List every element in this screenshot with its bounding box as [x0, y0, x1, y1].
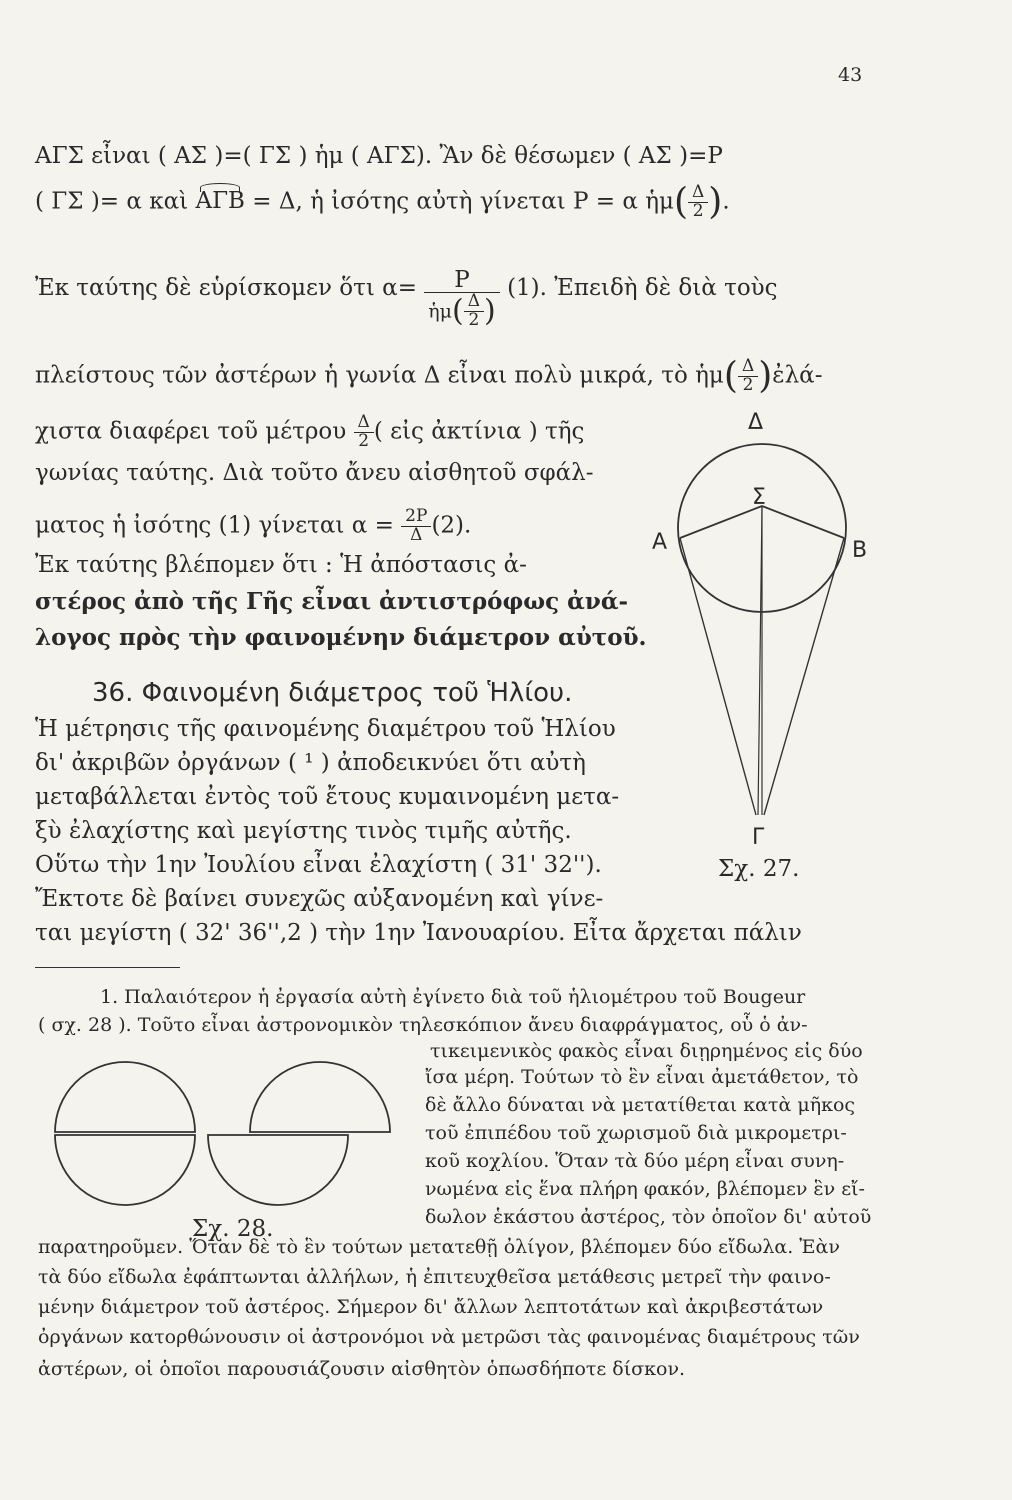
- paren-open: (: [673, 181, 688, 223]
- footnote-line-1: 1. Παλαιότερον ἡ ἐργασία αὐτὴ ἐγίνετο διὰ τοῦ ἡλιομέτρου τοῦ Bougeur: [100, 986, 806, 1008]
- line-16-text: Οὕτω τὴν 1ην Ἰουλίου εἶναι ἐλαχίστη ( 31' 32'').: [35, 852, 602, 878]
- fig28-right-lower-half: [208, 1135, 348, 1205]
- frac-den: Δ: [410, 524, 423, 545]
- text-line-7: [35, 508, 652, 545]
- line-7-text-a: ματος ἡ ἰσότης (1) γίνεται α =: [35, 512, 394, 539]
- text-line-16: [35, 854, 652, 877]
- frac-num: Δ: [464, 293, 484, 312]
- footnote-line-2: ( σχ. 28 ). Τοῦτο εἶναι ἀστρονομικὸν τηλεσκόπιον ἄνευ διαφράγματος, οὗ ὁ ἀν-: [38, 1014, 808, 1036]
- line-12-text: Ἡ μέτρησις τῆς φαινομένης διαμέτρου τοῦ Ἡλίου: [35, 716, 616, 742]
- fraction-delta-over-2-d: [354, 414, 374, 451]
- text-line-9: [35, 590, 652, 613]
- frac-num: Δ: [354, 414, 374, 433]
- line-3-text-b: (1). Ἐπειδὴ δὲ διὰ τοὺς: [507, 274, 778, 301]
- frac-den-hm: [424, 293, 499, 330]
- line-2-text-a: ( ΓΣ )= α καὶ: [35, 188, 189, 215]
- fig27-label-a: Α: [652, 530, 668, 555]
- line-1-text: ΑΓΣ εἶναι ( ΑΣ )=( ΓΣ ) ἡμ ( ΑΓΣ). Ἂν δὲ θέσωμεν ( ΑΣ )=Ρ: [35, 143, 723, 169]
- text-line-18: [35, 922, 884, 945]
- frac-den: 2: [468, 309, 480, 330]
- fig27-tangent-b: [764, 538, 844, 815]
- line-15-text: ξὺ ἐλαχίστης καὶ μεγίστης τινὸς τιμῆς αὐτῆς.: [35, 818, 572, 844]
- text-line-10: [35, 626, 652, 649]
- footnote-line-13: ὀργάνων κατορθώνουσιν οἱ ἀστρονόμοι νὰ μετρῶσι τὰς φαινομένας διαμέτρους τῶν: [38, 1326, 860, 1348]
- fraction-delta-over-2: [688, 184, 708, 221]
- fraction-delta-over-2-c: [738, 358, 758, 395]
- fig27-label-gamma: Γ: [752, 825, 765, 850]
- fig27-radius-sa: [680, 506, 762, 538]
- text-line-6: [35, 462, 652, 485]
- fig28-caption: Σχ. 28.: [192, 1216, 274, 1242]
- fig27-caption: Σχ. 27.: [718, 856, 800, 882]
- footnote-line-4: ἴσα μέρη. Τούτων τὸ ἓν εἶναι ἀμετάθετον, τὸ: [425, 1066, 859, 1088]
- paren-close: ): [708, 181, 723, 223]
- line-10-text: λογος πρὸς τὴν φαινομένην διάμετρον αὐτοῦ.: [35, 624, 647, 651]
- frac-den: 2: [358, 430, 370, 451]
- footnote-line-3: τικειμενικὸς φακὸς εἶναι διῃρημένος εἰς δύο: [430, 1040, 863, 1062]
- fig28-left-upper-half: [55, 1062, 195, 1132]
- frac-num: 2Ρ: [401, 508, 431, 527]
- line-2-text-b: = Δ, ἡ ἰσότης αὐτὴ γίνεται Ρ = α ἡμ: [252, 188, 674, 215]
- line-13-text: δι' ἀκριβῶν ὀργάνων ( ¹ ) ἀποδεικνύει ὅτι αὐτὴ: [35, 750, 586, 776]
- fraction-2p-over-delta: [401, 508, 431, 545]
- frac-den: 2: [692, 200, 704, 221]
- fig28-right-upper-half: [250, 1062, 390, 1132]
- footnote-line-11: τὰ δύο εἴδωλα ἐφάπτωνται ἀλλήλων, ἡ ἐπιτευχθεῖσα μετάθεσις μετρεῖ τὴν φαινο-: [38, 1266, 831, 1288]
- footnote-line-8: νωμένα εἰς ἕνα πλήρη φακόν, βλέπομεν ἓν εἴ-: [425, 1178, 865, 1200]
- angle-agb: ΑΓΒ: [195, 188, 245, 215]
- paren-close: ): [484, 293, 496, 329]
- text-line-8: [35, 554, 652, 577]
- text-line-17: [35, 888, 652, 911]
- line-4-text-a: πλείστους τῶν ἀστέρων ἡ γωνία Δ εἶναι πολὺ μικρά, τὸ ἡμ: [35, 362, 724, 389]
- line-17-text: Ἔκτοτε δὲ βαίνει συνεχῶς αὐξανομένη καὶ γίνε-: [35, 886, 604, 912]
- text-line-12: [35, 718, 652, 741]
- footnote-line-7: κοῦ κοχλίου. Ὅταν τὰ δύο μέρη εἶναι συνη-: [425, 1150, 845, 1172]
- footnote-line-9: δωλον ἑκάστου ἀστέρος, τὸν ὁποῖον δι' αὐτοῦ: [425, 1206, 872, 1228]
- line-4-text-b: ἐλά-: [772, 362, 823, 389]
- paren-close: ): [758, 355, 773, 397]
- paren-open: (: [723, 355, 738, 397]
- text-line-5: [35, 414, 652, 451]
- fraction-delta-over-2-b: [464, 293, 484, 330]
- frac-num-p: Ρ: [424, 268, 499, 293]
- line-6-text: γωνίας ταύτης. Διὰ τοῦτο ἄνευ αἰσθητοῦ σφάλ-: [35, 460, 594, 486]
- line-9-text: στέρος ἀπὸ τῆς Γῆς εἶναι ἀντιστρόφως ἀνά-: [35, 588, 629, 615]
- fraction-p-over-hm: [424, 268, 499, 330]
- text-line-13: [35, 752, 652, 775]
- fig27-label-delta: Δ: [748, 410, 764, 435]
- frac-num: Δ: [688, 184, 708, 203]
- footnote-line-14: ἀστέρων, οἱ ὁποῖοι παρουσιάζουσιν αἰσθητὸν ὁπωσδήποτε δίσκον.: [38, 1358, 686, 1380]
- line-14-text: μεταβάλλεται ἐντὸς τοῦ ἔτους κυμαινομένη μετα-: [35, 784, 620, 810]
- text-line-14: [35, 786, 652, 809]
- line-8-text: Ἐκ ταύτης βλέπομεν ὅτι : Ἡ ἀπόστασις ἀ-: [35, 552, 527, 578]
- text-line-1: [35, 145, 884, 168]
- frac-den: 2: [742, 374, 754, 395]
- figure-27: [660, 420, 860, 840]
- footnote-line-12: μένην διάμετρον τοῦ ἀστέρος. Σήμερον δι' ἄλλων λεπτοτάτων καὶ ἀκριβεστάτων: [38, 1296, 824, 1318]
- figure-28: [30, 1050, 410, 1210]
- fig27-label-b: Β: [852, 538, 868, 563]
- line-7-text-b: (2).: [431, 512, 472, 539]
- line-5-text-b: ( εἰς ἀκτίνια ) τῆς: [373, 418, 585, 445]
- fig27-label-sigma: Σ: [752, 485, 766, 510]
- paren-open: (: [452, 293, 464, 329]
- text-line-4: [35, 355, 884, 397]
- page-number: 43: [838, 64, 863, 86]
- heading-text: 36. Φαινομένη διάμετρος τοῦ Ἡλίου.: [92, 678, 573, 708]
- fig28-left-lower-half: [55, 1135, 195, 1205]
- footnote-line-5: δὲ ἄλλο δύναται νὰ μετατίθεται κατὰ μῆκος: [425, 1094, 856, 1116]
- frac-num: Δ: [738, 358, 758, 377]
- footnote-divider: [35, 967, 180, 968]
- text-line-2: ( ΓΣ )= α καὶ ΑΓΒ = Δ, ἡ ἰσότης αὐτὴ γίνεται Ρ = α ἡμ( $\frac{\Delta}{2}$ ).: [35, 181, 730, 223]
- fig27-tangent-a: [680, 538, 756, 815]
- line-18-text: ται μεγίστη ( 32' 36'',2 ) τὴν 1ην Ἰανουαρίου. Εἶτα ἄρχεται πάλιν: [35, 920, 802, 946]
- fig27-radius-sb: [762, 506, 844, 538]
- footnote-line-6: τοῦ ἐπιπέδου τοῦ χωρισμοῦ διὰ μικρομετρι-: [425, 1122, 847, 1144]
- hm-label: ἡμ: [428, 300, 453, 323]
- text-line-15: [35, 820, 652, 843]
- line-5-text-a: χιστα διαφέρει τοῦ μέτρου: [35, 418, 347, 445]
- section-heading: [92, 680, 652, 706]
- line-3-text-a: Ἐκ ταύτης δὲ εὑρίσκομεν ὅτι α=: [35, 274, 417, 301]
- footnote-line-10: παρατηροῦμεν. Ὅταν δὲ τὸ ἓν τούτων μετατεθῇ ὀλίγον, βλέπομεν δύο εἴδωλα. Ἐὰν: [38, 1236, 840, 1258]
- text-line-3: [35, 258, 884, 330]
